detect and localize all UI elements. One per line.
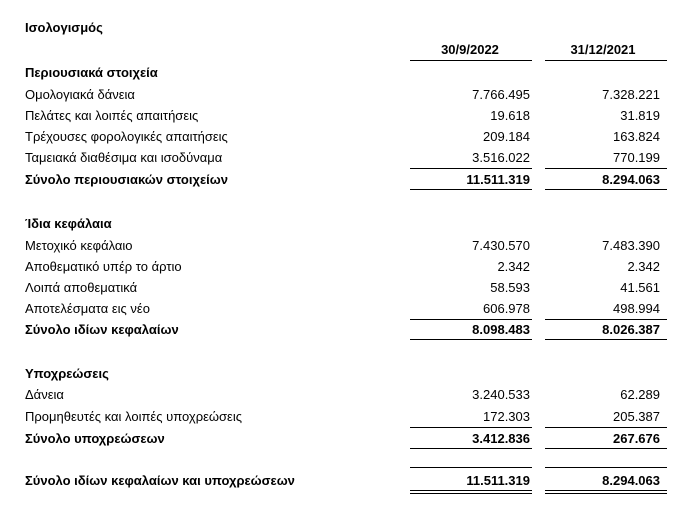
row-value-2: 31.819 xyxy=(620,108,660,123)
row-value-2: 62.289 xyxy=(620,387,660,402)
header-underline-2 xyxy=(545,60,667,61)
total-line-2 xyxy=(545,189,667,190)
row-value-2: 7.328.221 xyxy=(602,87,660,102)
row-value-1: 3.240.533 xyxy=(472,387,530,402)
row-label: Πελάτες και λοιπές απαιτήσεις xyxy=(25,108,199,123)
subtotal-line-1 xyxy=(410,427,532,428)
liabilities-total-value-1: 3.412.836 xyxy=(472,431,530,446)
header-underline-1 xyxy=(410,60,532,61)
grand-total-topline-2 xyxy=(545,467,667,468)
subtotal-line-1 xyxy=(410,168,532,169)
row-value-1: 172.303 xyxy=(483,409,530,424)
column-header-2: 31/12/2021 xyxy=(570,42,636,57)
subtotal-line-1 xyxy=(410,319,532,320)
total-line-1 xyxy=(410,189,532,190)
grand-total-topline-1 xyxy=(410,467,532,468)
grand-total-underline-1a xyxy=(410,490,532,491)
row-value-2: 770.199 xyxy=(613,150,660,165)
assets-total-label: Σύνολο περιουσιακών στοιχείων xyxy=(25,172,228,187)
row-value-2: 2.342 xyxy=(627,259,660,274)
subtotal-line-2 xyxy=(545,427,667,428)
row-value-1: 7.766.495 xyxy=(472,87,530,102)
row-value-1: 2.342 xyxy=(497,259,530,274)
grand-total-label: Σύνολο ιδίων κεφαλαίων και υποχρεώσεων xyxy=(25,473,295,488)
page-title: Ισολογισμός xyxy=(25,20,103,35)
row-value-1: 7.430.570 xyxy=(472,238,530,253)
row-value-2: 205.387 xyxy=(613,409,660,424)
column-header-1: 30/9/2022 xyxy=(441,42,499,57)
total-line-1 xyxy=(410,339,532,340)
row-label: Μετοχικό κεφάλαιο xyxy=(25,238,133,253)
row-label: Λοιπά αποθεματικά xyxy=(25,280,138,295)
row-label: Τρέχουσες φορολογικές απαιτήσεις xyxy=(25,129,228,144)
total-line-2 xyxy=(545,339,667,340)
row-label: Ταμειακά διαθέσιμα και ισοδύναμα xyxy=(25,150,223,165)
assets-total-value-2: 8.294.063 xyxy=(602,172,660,187)
liabilities-heading: Υποχρεώσεις xyxy=(25,366,109,381)
row-value-2: 7.483.390 xyxy=(602,238,660,253)
grand-total-underline-1b xyxy=(410,493,532,494)
assets-total-value-1: 11.511.319 xyxy=(466,172,530,187)
row-value-2: 498.994 xyxy=(613,301,660,316)
equity-total-value-1: 8.098.483 xyxy=(472,322,530,337)
grand-total-underline-2a xyxy=(545,490,667,491)
grand-total-underline-2b xyxy=(545,493,667,494)
row-value-1: 19.618 xyxy=(490,108,530,123)
liabilities-total-value-2: 267.676 xyxy=(613,431,660,446)
equity-total-value-2: 8.026.387 xyxy=(602,322,660,337)
assets-heading: Περιουσιακά στοιχεία xyxy=(25,65,158,80)
liabilities-total-label: Σύνολο υποχρεώσεων xyxy=(25,431,165,446)
row-value-1: 209.184 xyxy=(483,129,530,144)
subtotal-line-2 xyxy=(545,319,667,320)
row-value-2: 163.824 xyxy=(613,129,660,144)
row-label: Προμηθευτές και λοιπές υποχρεώσεις xyxy=(25,409,243,424)
row-value-1: 58.593 xyxy=(490,280,530,295)
equity-heading: Ίδια κεφάλαια xyxy=(25,216,112,231)
row-value-1: 606.978 xyxy=(483,301,530,316)
row-value-1: 3.516.022 xyxy=(472,150,530,165)
grand-total-value-2: 8.294.063 xyxy=(602,473,660,488)
row-label: Δάνεια xyxy=(25,387,64,402)
subtotal-line-2 xyxy=(545,168,667,169)
row-label: Αποτελέσματα εις νέο xyxy=(25,301,150,316)
row-value-2: 41.561 xyxy=(620,280,660,295)
row-label: Αποθεματικό υπέρ το άρτιο xyxy=(25,259,182,274)
row-label: Ομολογιακά δάνεια xyxy=(25,87,135,102)
equity-total-label: Σύνολο ιδίων κεφαλαίων xyxy=(25,322,179,337)
total-line-1 xyxy=(410,448,532,449)
total-line-2 xyxy=(545,448,667,449)
grand-total-value-1: 11.511.319 xyxy=(466,473,530,488)
